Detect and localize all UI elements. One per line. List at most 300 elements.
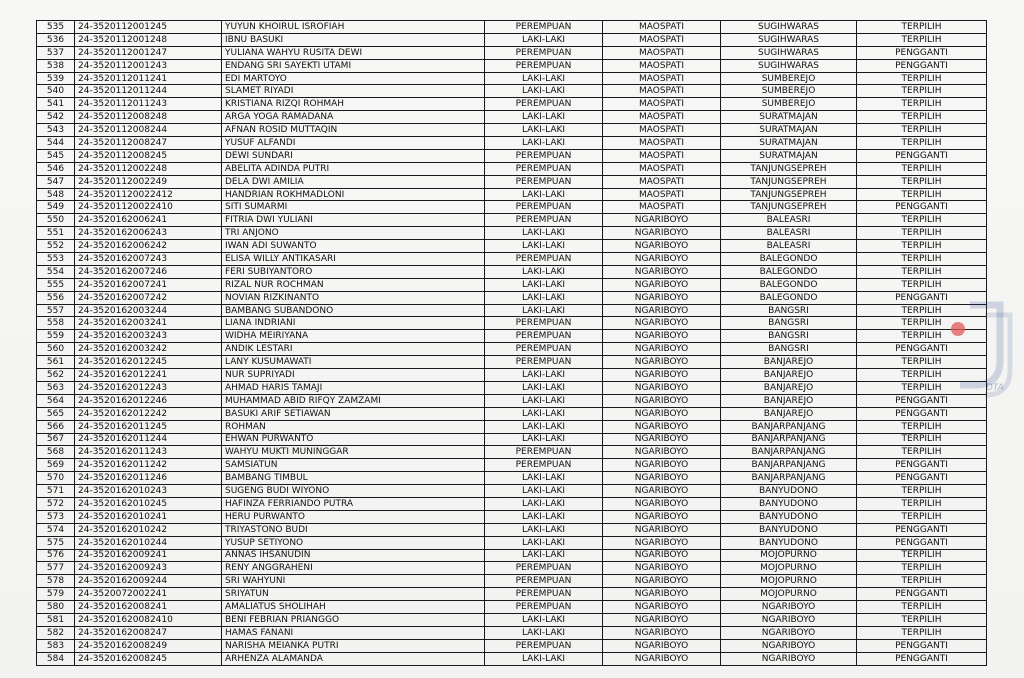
village: BALEASRI xyxy=(721,240,857,253)
status: TERPILIH xyxy=(857,253,987,266)
district: MAOSPATI xyxy=(603,124,721,137)
village: MOJOPURNO xyxy=(721,575,857,588)
village: BALEGONDO xyxy=(721,278,857,291)
row-number: 554 xyxy=(37,265,75,278)
status: PENGGANTI xyxy=(857,291,987,304)
row-number: 565 xyxy=(37,407,75,420)
status: TERPILIH xyxy=(857,124,987,137)
table-row xyxy=(37,343,987,356)
full-name: FERI SUBIYANTORO xyxy=(222,265,485,278)
table-row xyxy=(37,304,987,317)
row-number: 549 xyxy=(37,201,75,214)
registration-id: 24-3520162012246 xyxy=(75,394,222,407)
status: PENGGANTI xyxy=(857,523,987,536)
table-row xyxy=(37,137,987,150)
district: MAOSPATI xyxy=(603,111,721,124)
row-number: 570 xyxy=(37,472,75,485)
gender: LAKI-LAKI xyxy=(485,497,603,510)
district: MAOSPATI xyxy=(603,137,721,150)
full-name: AMALIATUS SHOLIHAH xyxy=(222,601,485,614)
district: NGARIBOYO xyxy=(603,575,721,588)
village: BANJARPANJANG xyxy=(721,420,857,433)
registration-id: 24-3520162007243 xyxy=(75,253,222,266)
row-number: 538 xyxy=(37,59,75,72)
gender: LAKI-LAKI xyxy=(485,485,603,498)
row-number: 550 xyxy=(37,214,75,227)
village: BANJAREJO xyxy=(721,381,857,394)
status: TERPILIH xyxy=(857,21,987,34)
row-number: 578 xyxy=(37,575,75,588)
row-number: 547 xyxy=(37,175,75,188)
status: TERPILIH xyxy=(857,227,987,240)
table-row xyxy=(37,497,987,510)
status: PENGGANTI xyxy=(857,536,987,549)
status: TERPILIH xyxy=(857,72,987,85)
full-name: BENI FEBRIAN PRIANGGO xyxy=(222,613,485,626)
full-name: ROHMAN xyxy=(222,420,485,433)
gender: PEREMPUAN xyxy=(485,601,603,614)
registration-id: 24-3520162009243 xyxy=(75,562,222,575)
table-row xyxy=(37,381,987,394)
village: BANGSRI xyxy=(721,330,857,343)
row-number: 575 xyxy=(37,536,75,549)
status: TERPILIH xyxy=(857,162,987,175)
status: TERPILIH xyxy=(857,85,987,98)
district: MAOSPATI xyxy=(603,21,721,34)
registration-id: 24-3520162008249 xyxy=(75,639,222,652)
status: TERPILIH xyxy=(857,265,987,278)
full-name: AFNAN ROSID MUTTAQIN xyxy=(222,124,485,137)
village: BANYUDONO xyxy=(721,485,857,498)
gender: PEREMPUAN xyxy=(485,446,603,459)
table-row xyxy=(37,227,987,240)
village: SUMBEREJO xyxy=(721,85,857,98)
full-name: EHWAN PURWANTO xyxy=(222,433,485,446)
district: NGARIBOYO xyxy=(603,485,721,498)
full-name: WIDHA MEIRIYANA xyxy=(222,330,485,343)
village: SUMBEREJO xyxy=(721,98,857,111)
gender: LAKI-LAKI xyxy=(485,549,603,562)
village: MOJOPURNO xyxy=(721,588,857,601)
gender: LAKI-LAKI xyxy=(485,407,603,420)
district: NGARIBOYO xyxy=(603,407,721,420)
full-name: ARGA YOGA RAMADANA xyxy=(222,111,485,124)
full-name: SITI SUMARMI xyxy=(222,201,485,214)
gender: LAKI-LAKI xyxy=(485,472,603,485)
village: NGARIBOYO xyxy=(721,652,857,665)
row-number: 571 xyxy=(37,485,75,498)
full-name: NUR SUPRIYADI xyxy=(222,369,485,382)
row-number: 569 xyxy=(37,459,75,472)
gender: PEREMPUAN xyxy=(485,317,603,330)
full-name: YUSUF ALFANDI xyxy=(222,137,485,150)
full-name: ANNAS IHSANUDIN xyxy=(222,549,485,562)
status: TERPILIH xyxy=(857,446,987,459)
district: NGARIBOYO xyxy=(603,472,721,485)
full-name: SRIYATUN xyxy=(222,588,485,601)
district: NGARIBOYO xyxy=(603,330,721,343)
village: NGARIBOYO xyxy=(721,626,857,639)
row-number: 561 xyxy=(37,356,75,369)
registration-id: 24-3520162008241 xyxy=(75,601,222,614)
status: TERPILIH xyxy=(857,137,987,150)
full-name: SAMSIATUN xyxy=(222,459,485,472)
status: TERPILIH xyxy=(857,420,987,433)
village: TANJUNGSEPREH xyxy=(721,201,857,214)
district: NGARIBOYO xyxy=(603,214,721,227)
table-row xyxy=(37,317,987,330)
registration-id: 24-3520162003241 xyxy=(75,317,222,330)
district: NGARIBOYO xyxy=(603,343,721,356)
registration-id: 24-3520162009241 xyxy=(75,549,222,562)
table-body xyxy=(37,21,987,666)
table-row xyxy=(37,59,987,72)
village: BALEGONDO xyxy=(721,253,857,266)
district: NGARIBOYO xyxy=(603,433,721,446)
full-name: BAMBANG TIMBUL xyxy=(222,472,485,485)
registration-id: 24-3520162006243 xyxy=(75,227,222,240)
table-row xyxy=(37,523,987,536)
status: TERPILIH xyxy=(857,188,987,201)
full-name: EDI MARTOYO xyxy=(222,72,485,85)
gender: PEREMPUAN xyxy=(485,98,603,111)
registration-id: 24-35201120022410 xyxy=(75,201,222,214)
row-number: 539 xyxy=(37,72,75,85)
status: TERPILIH xyxy=(857,240,987,253)
gender: LAKI-LAKI xyxy=(485,433,603,446)
row-number: 542 xyxy=(37,111,75,124)
gender: LAKI-LAKI xyxy=(485,240,603,253)
table-row xyxy=(37,446,987,459)
gender: LAKI-LAKI xyxy=(485,265,603,278)
status: TERPILIH xyxy=(857,433,987,446)
status: TERPILIH xyxy=(857,497,987,510)
status: PENGGANTI xyxy=(857,459,987,472)
row-number: 546 xyxy=(37,162,75,175)
table-row xyxy=(37,214,987,227)
district: MAOSPATI xyxy=(603,149,721,162)
table-row xyxy=(37,536,987,549)
status: TERPILIH xyxy=(857,626,987,639)
gender: LAKI-LAKI xyxy=(485,652,603,665)
gender: LAKI-LAKI xyxy=(485,137,603,150)
table-row xyxy=(37,394,987,407)
village: BANJARPANJANG xyxy=(721,446,857,459)
row-number: 553 xyxy=(37,253,75,266)
table-row xyxy=(37,201,987,214)
row-number: 568 xyxy=(37,446,75,459)
district: NGARIBOYO xyxy=(603,253,721,266)
district: NGARIBOYO xyxy=(603,240,721,253)
table-row xyxy=(37,265,987,278)
registration-id: 24-35201120022412 xyxy=(75,188,222,201)
full-name: ELISA WILLY ANTIKASARI xyxy=(222,253,485,266)
row-number: 573 xyxy=(37,510,75,523)
district: NGARIBOYO xyxy=(603,356,721,369)
village: SURATMAJAN xyxy=(721,124,857,137)
full-name: DEWI SUNDARI xyxy=(222,149,485,162)
gender: LAKI-LAKI xyxy=(485,613,603,626)
district: NGARIBOYO xyxy=(603,613,721,626)
full-name: ANDIK LESTARI xyxy=(222,343,485,356)
table-row xyxy=(37,253,987,266)
table-row xyxy=(37,420,987,433)
full-name: NARISHA MEIANKA PUTRI xyxy=(222,639,485,652)
district: NGARIBOYO xyxy=(603,549,721,562)
village: TANJUNGSEPREH xyxy=(721,188,857,201)
district: NGARIBOYO xyxy=(603,291,721,304)
gender: PEREMPUAN xyxy=(485,149,603,162)
status: TERPILIH xyxy=(857,613,987,626)
row-number: 535 xyxy=(37,21,75,34)
district: NGARIBOYO xyxy=(603,639,721,652)
status: TERPILIH xyxy=(857,369,987,382)
gender: LAKI-LAKI xyxy=(485,381,603,394)
table-row xyxy=(37,639,987,652)
gender: LAKI-LAKI xyxy=(485,72,603,85)
row-number: 551 xyxy=(37,227,75,240)
village: SUGIHWARAS xyxy=(721,59,857,72)
village: BALEGONDO xyxy=(721,291,857,304)
status: TERPILIH xyxy=(857,485,987,498)
full-name: DELA DWI AMILIA xyxy=(222,175,485,188)
status: TERPILIH xyxy=(857,214,987,227)
table-row xyxy=(37,46,987,59)
village: NGARIBOYO xyxy=(721,613,857,626)
gender: PEREMPUAN xyxy=(485,639,603,652)
registration-id: 24-3520112011244 xyxy=(75,85,222,98)
status: PENGGANTI xyxy=(857,472,987,485)
table-row xyxy=(37,652,987,665)
gender: PEREMPUAN xyxy=(485,575,603,588)
full-name: YULIANA WAHYU RUSITA DEWI xyxy=(222,46,485,59)
village: BANYUDONO xyxy=(721,497,857,510)
gender: PEREMPUAN xyxy=(485,201,603,214)
village: NGARIBOYO xyxy=(721,639,857,652)
district: NGARIBOYO xyxy=(603,381,721,394)
village: BANGSRI xyxy=(721,304,857,317)
village: NGARIBOYO xyxy=(721,601,857,614)
registration-id: 24-3520112001247 xyxy=(75,46,222,59)
registration-id: 24-3520162006242 xyxy=(75,240,222,253)
table-row xyxy=(37,433,987,446)
gender: LAKI-LAKI xyxy=(485,33,603,46)
district: NGARIBOYO xyxy=(603,588,721,601)
registration-id: 24-3520162010241 xyxy=(75,510,222,523)
table-row xyxy=(37,162,987,175)
status: PENGGANTI xyxy=(857,343,987,356)
table-row xyxy=(37,278,987,291)
table-row xyxy=(37,601,987,614)
status: PENGGANTI xyxy=(857,652,987,665)
table-row xyxy=(37,459,987,472)
full-name: BAMBANG SUBANDONO xyxy=(222,304,485,317)
status: TERPILIH xyxy=(857,381,987,394)
status: TERPILIH xyxy=(857,98,987,111)
row-number: 536 xyxy=(37,33,75,46)
registration-id: 24-3520162012241 xyxy=(75,369,222,382)
district: NGARIBOYO xyxy=(603,562,721,575)
row-number: 559 xyxy=(37,330,75,343)
gender: LAKI-LAKI xyxy=(485,626,603,639)
registration-id: 24-3520112001243 xyxy=(75,59,222,72)
status: PENGGANTI xyxy=(857,59,987,72)
full-name: HANDRIAN ROKHMADLONI xyxy=(222,188,485,201)
village: BANJAREJO xyxy=(721,407,857,420)
row-number: 566 xyxy=(37,420,75,433)
registration-id: 24-3520162011244 xyxy=(75,433,222,446)
district: MAOSPATI xyxy=(603,201,721,214)
gender: LAKI-LAKI xyxy=(485,291,603,304)
row-number: 574 xyxy=(37,523,75,536)
registration-id: 24-3520162010244 xyxy=(75,536,222,549)
row-number: 564 xyxy=(37,394,75,407)
row-number: 580 xyxy=(37,601,75,614)
status: TERPILIH xyxy=(857,330,987,343)
gender: PEREMPUAN xyxy=(485,46,603,59)
status: PENGGANTI xyxy=(857,201,987,214)
gender: LAKI-LAKI xyxy=(485,523,603,536)
table-row xyxy=(37,85,987,98)
registration-id: 24-3520162011243 xyxy=(75,446,222,459)
row-number: 537 xyxy=(37,46,75,59)
gender: LAKI-LAKI xyxy=(485,278,603,291)
status: TERPILIH xyxy=(857,575,987,588)
full-name: YUYUN KHOIRUL ISROFIAH xyxy=(222,21,485,34)
district: NGARIBOYO xyxy=(603,304,721,317)
table-row xyxy=(37,626,987,639)
registration-id: 24-3520112011243 xyxy=(75,98,222,111)
status: TERPILIH xyxy=(857,304,987,317)
district: NGARIBOYO xyxy=(603,652,721,665)
district: MAOSPATI xyxy=(603,188,721,201)
row-number: 572 xyxy=(37,497,75,510)
row-number: 584 xyxy=(37,652,75,665)
status: PENGGANTI xyxy=(857,639,987,652)
row-number: 579 xyxy=(37,588,75,601)
row-number: 541 xyxy=(37,98,75,111)
table-row xyxy=(37,613,987,626)
row-number: 563 xyxy=(37,381,75,394)
village: BANGSRI xyxy=(721,343,857,356)
row-number: 577 xyxy=(37,562,75,575)
village: SUGIHWARAS xyxy=(721,33,857,46)
village: SUGIHWARAS xyxy=(721,21,857,34)
row-number: 548 xyxy=(37,188,75,201)
registration-id: 24-3520072002241 xyxy=(75,588,222,601)
full-name: LIANA INDRIANI xyxy=(222,317,485,330)
registration-id: 24-3520162006241 xyxy=(75,214,222,227)
participant-table xyxy=(36,20,987,666)
table-row xyxy=(37,149,987,162)
status: PENGGANTI xyxy=(857,407,987,420)
full-name: KRISTIANA RIZQI ROHMAH xyxy=(222,98,485,111)
registration-id: 24-3520112008248 xyxy=(75,111,222,124)
gender: PEREMPUAN xyxy=(485,253,603,266)
gender: LAKI-LAKI xyxy=(485,85,603,98)
full-name: IBNU BASUKI xyxy=(222,33,485,46)
gender: LAKI-LAKI xyxy=(485,111,603,124)
table-row xyxy=(37,72,987,85)
registration-id: 24-3520112001248 xyxy=(75,33,222,46)
registration-id: 24-3520162003244 xyxy=(75,304,222,317)
row-number: 581 xyxy=(37,613,75,626)
table-row xyxy=(37,124,987,137)
full-name: ABELITA ADINDA PUTRI xyxy=(222,162,485,175)
row-number: 562 xyxy=(37,369,75,382)
district: NGARIBOYO xyxy=(603,601,721,614)
gender: LAKI-LAKI xyxy=(485,227,603,240)
status: PENGGANTI xyxy=(857,394,987,407)
full-name: TRIYASTONO BUDI xyxy=(222,523,485,536)
registration-id: 24-3520162007242 xyxy=(75,291,222,304)
status: TERPILIH xyxy=(857,317,987,330)
full-name: RENY ANGGRAHENI xyxy=(222,562,485,575)
gender: LAKI-LAKI xyxy=(485,420,603,433)
table-row xyxy=(37,575,987,588)
row-number: 555 xyxy=(37,278,75,291)
district: NGARIBOYO xyxy=(603,446,721,459)
registration-id: 24-3520162008247 xyxy=(75,626,222,639)
gender: PEREMPUAN xyxy=(485,175,603,188)
gender: PEREMPUAN xyxy=(485,59,603,72)
gender: PEREMPUAN xyxy=(485,356,603,369)
registration-id: 24-3520112001245 xyxy=(75,21,222,34)
table-row xyxy=(37,472,987,485)
status: PENGGANTI xyxy=(857,46,987,59)
district: MAOSPATI xyxy=(603,98,721,111)
table-row xyxy=(37,240,987,253)
row-number: 543 xyxy=(37,124,75,137)
registration-id: 24-3520112008247 xyxy=(75,137,222,150)
registration-id: 24-3520112011241 xyxy=(75,72,222,85)
status: TERPILIH xyxy=(857,111,987,124)
full-name: SUGENG BUDI WIYONO xyxy=(222,485,485,498)
district: NGARIBOYO xyxy=(603,523,721,536)
status: TERPILIH xyxy=(857,601,987,614)
full-name: MUHAMMAD ABID RIFQY ZAMZAMI xyxy=(222,394,485,407)
registration-id: 24-3520162003242 xyxy=(75,343,222,356)
table-row xyxy=(37,330,987,343)
full-name: SLAMET RIYADI xyxy=(222,85,485,98)
district: NGARIBOYO xyxy=(603,278,721,291)
registration-id: 24-3520112002248 xyxy=(75,162,222,175)
village: BALEASRI xyxy=(721,214,857,227)
table-row xyxy=(37,549,987,562)
district: NGARIBOYO xyxy=(603,536,721,549)
table-row xyxy=(37,485,987,498)
district: NGARIBOYO xyxy=(603,420,721,433)
row-number: 557 xyxy=(37,304,75,317)
table-row xyxy=(37,562,987,575)
village: BANGSRI xyxy=(721,317,857,330)
village: BALEASRI xyxy=(721,227,857,240)
gender: PEREMPUAN xyxy=(485,588,603,601)
district: MAOSPATI xyxy=(603,72,721,85)
gender: LAKI-LAKI xyxy=(485,536,603,549)
district: MAOSPATI xyxy=(603,175,721,188)
registration-id: 24-3520162010243 xyxy=(75,485,222,498)
full-name: YUSUP SETIYONO xyxy=(222,536,485,549)
full-name: FITRIA DWI YULIANI xyxy=(222,214,485,227)
table-row xyxy=(37,175,987,188)
village: SURATMAJAN xyxy=(721,149,857,162)
registration-id: 24-3520162007241 xyxy=(75,278,222,291)
village: TANJUNGSEPREH xyxy=(721,162,857,175)
full-name: NOVIAN RIZKINANTO xyxy=(222,291,485,304)
district: NGARIBOYO xyxy=(603,317,721,330)
gender: PEREMPUAN xyxy=(485,562,603,575)
